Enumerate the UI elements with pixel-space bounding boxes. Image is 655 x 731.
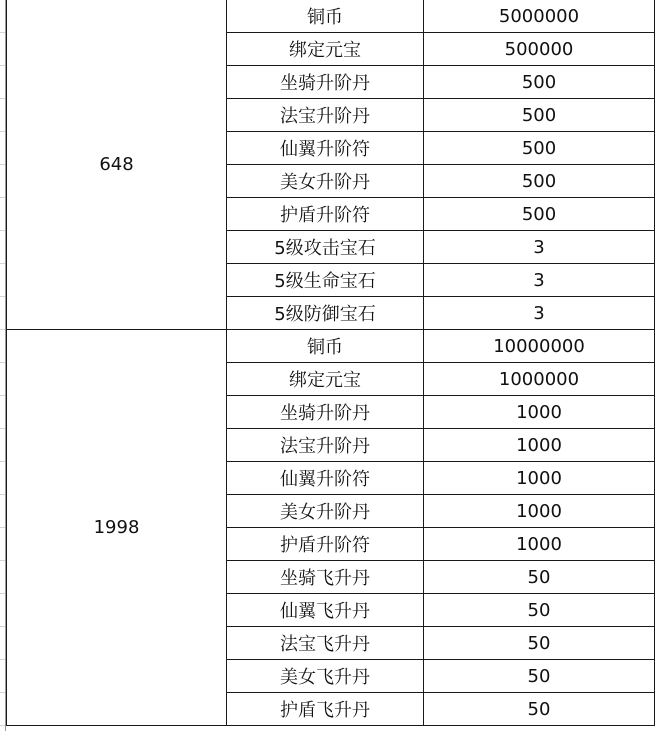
item-name-cell[interactable]: 铜币 [227, 0, 424, 33]
item-qty-cell[interactable]: 3 [424, 231, 655, 264]
item-qty-cell[interactable]: 500 [424, 198, 655, 231]
item-name-cell[interactable]: 法宝飞升丹 [227, 627, 424, 660]
item-name-cell[interactable]: 坐骑升阶丹 [227, 66, 424, 99]
item-name-cell[interactable]: 美女升阶丹 [227, 495, 424, 528]
item-name-cell[interactable]: 5级生命宝石 [227, 264, 424, 297]
item-name-cell[interactable]: 护盾升阶符 [227, 528, 424, 561]
item-qty-cell[interactable]: 50 [424, 627, 655, 660]
item-name-cell[interactable]: 仙翼飞升丹 [227, 594, 424, 627]
item-qty-cell[interactable]: 5000000 [424, 0, 655, 33]
reward-table [6, 0, 655, 726]
item-qty-cell[interactable]: 1000 [424, 462, 655, 495]
item-qty-cell[interactable]: 50 [424, 660, 655, 693]
item-qty-cell[interactable]: 3 [424, 297, 655, 330]
item-qty-cell[interactable]: 1000 [424, 528, 655, 561]
item-name-cell[interactable]: 坐骑升阶丹 [227, 396, 424, 429]
item-name-cell[interactable]: 5级防御宝石 [227, 297, 424, 330]
item-name-cell[interactable]: 仙翼升阶符 [227, 462, 424, 495]
table-row [7, 0, 655, 33]
item-qty-cell[interactable]: 500 [424, 99, 655, 132]
item-qty-cell[interactable]: 1000 [424, 429, 655, 462]
item-qty-cell[interactable]: 50 [424, 693, 655, 726]
item-qty-cell[interactable]: 1000000 [424, 363, 655, 396]
item-name-cell[interactable]: 护盾升阶符 [227, 198, 424, 231]
item-name-cell[interactable]: 铜币 [227, 330, 424, 363]
price-cell[interactable]: 648 [7, 0, 227, 330]
item-qty-cell[interactable]: 50 [424, 594, 655, 627]
item-qty-cell[interactable]: 500 [424, 165, 655, 198]
price-cell[interactable]: 1998 [7, 330, 227, 726]
item-qty-cell[interactable]: 10000000 [424, 330, 655, 363]
item-name-cell[interactable]: 法宝升阶丹 [227, 429, 424, 462]
item-qty-cell[interactable]: 500 [424, 132, 655, 165]
item-name-cell[interactable]: 坐骑飞升丹 [227, 561, 424, 594]
item-name-cell[interactable]: 绑定元宝 [227, 33, 424, 66]
item-name-cell[interactable]: 护盾飞升丹 [227, 693, 424, 726]
item-name-cell[interactable]: 法宝升阶丹 [227, 99, 424, 132]
item-qty-cell[interactable]: 1000 [424, 396, 655, 429]
item-name-cell[interactable]: 仙翼升阶符 [227, 132, 424, 165]
item-name-cell[interactable]: 美女飞升丹 [227, 660, 424, 693]
reward-table-body [7, 0, 655, 726]
item-name-cell[interactable]: 绑定元宝 [227, 363, 424, 396]
item-qty-cell[interactable]: 500000 [424, 33, 655, 66]
table-row [7, 330, 655, 363]
item-qty-cell[interactable]: 500 [424, 66, 655, 99]
item-qty-cell[interactable]: 50 [424, 561, 655, 594]
item-qty-cell[interactable]: 3 [424, 264, 655, 297]
item-name-cell[interactable]: 美女升阶丹 [227, 165, 424, 198]
item-qty-cell[interactable]: 1000 [424, 495, 655, 528]
item-name-cell[interactable]: 5级攻击宝石 [227, 231, 424, 264]
